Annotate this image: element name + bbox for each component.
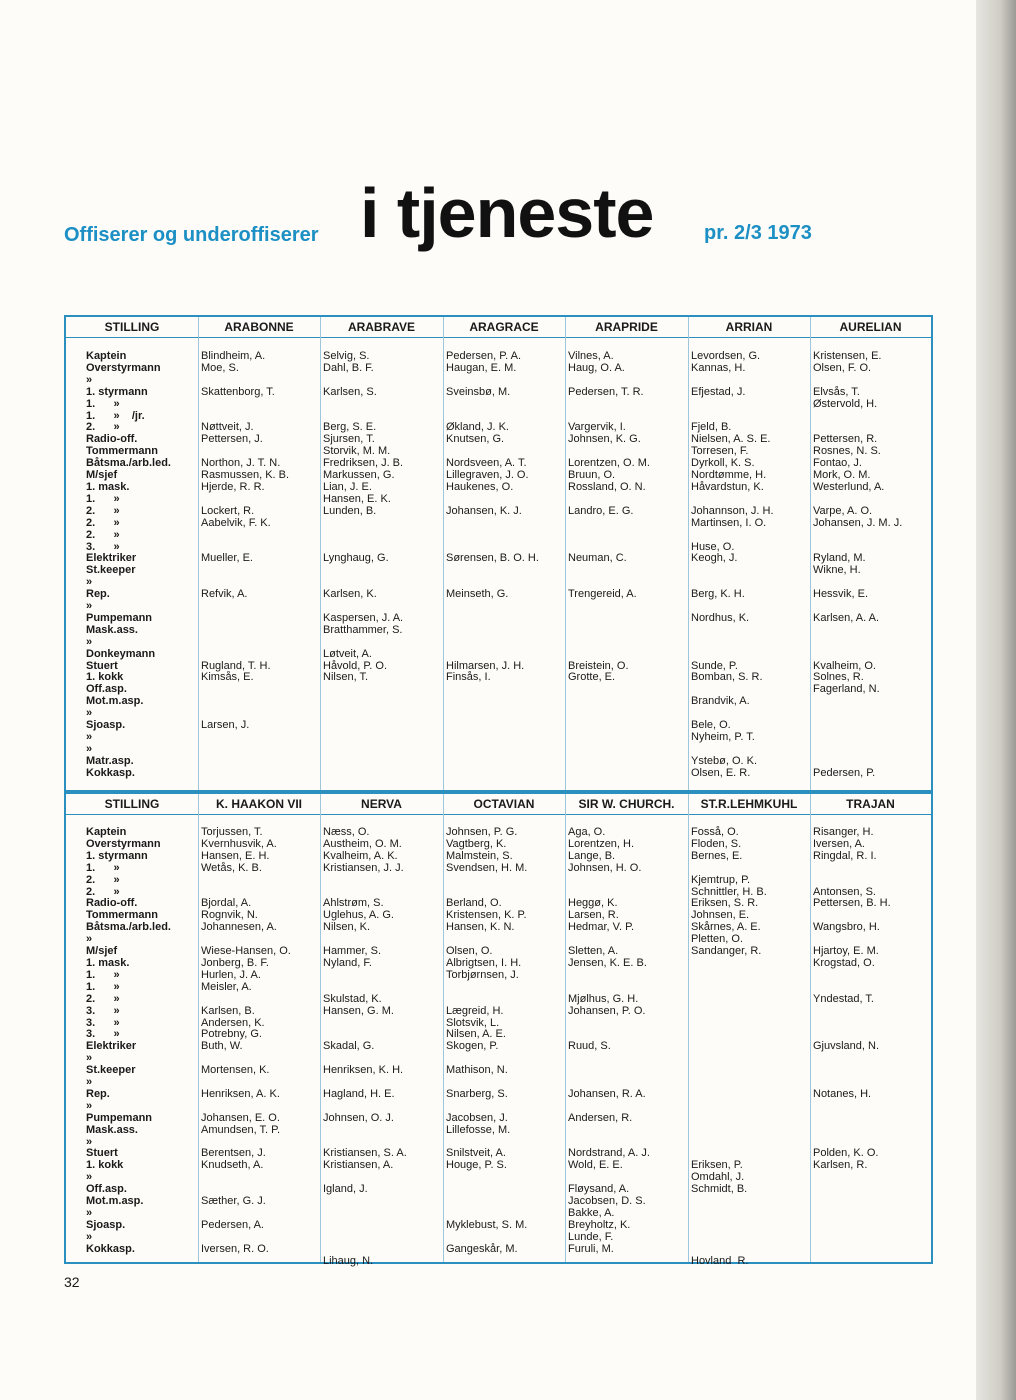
col-header-ship: K. HAAKON VII <box>198 794 320 815</box>
col-header-ship: ARAGRACE <box>443 317 565 338</box>
col-header-ship: ARAPRIDE <box>565 317 688 338</box>
col-header-ship: ARRIAN <box>688 317 810 338</box>
title-prefix: Offiserer og underoffiserer <box>64 224 319 246</box>
col-header-ship: TRAJAN <box>810 794 931 815</box>
crew-column: Fosså, O. Floden, S. Bernes, E. Kjemtrup, P. Schnittler, H. B. Eriksen, S. R. Johnsen, E. Skårnes, A. E. Pletten, O. Sandanger, R. Eriksen, P. Omdahl, J. Schmidt, B. Hovland R. <box>691 826 767 1267</box>
col-header-ship: SIR W. CHURCH. <box>565 794 688 815</box>
page-binding-shadow <box>976 0 1016 1400</box>
column-divider <box>320 794 321 1262</box>
crew-column: Aga, O. Lorentzen, H. Lange, B. Johnsen, H. O. Heggø, K. Larsen, R. Hedmar, V. P. Sletten, A. Jensen, K. E. B. Mjølhus, G. H. Johansen, P. O. Ruud, S. Johansen, R. A. Andersen, R. Nordstrand, A. J. Wold, E. E. Fløysand, A. Jacobsen, D. S. Bakke, A. Breyholtz, K. Lunde, F. Furuli, M. <box>568 826 650 1255</box>
col-header-ship: AURELIAN <box>810 317 931 338</box>
crew-column: Næss, O. Austheim, O. M. Kvalheim, A. K. Kristiansen, J. J. Ahlstrøm, S. Uglehus, A. G. Nilsen, K. Hammer, S. Nyland, F. Skulstad, K. Hansen, G. M. Skadal, G. Henriksen, K. H. Hagland, H. E. Johnsen, O. J. Kristiansen, S. A. Kristiansen, A. Igland, J. Lihaug, N. <box>323 826 407 1267</box>
column-divider <box>810 794 811 1262</box>
column-divider <box>320 317 321 790</box>
crew-column: Johnsen, P. G. Vagtberg, K. Malmstein, S. Svendsen, H. M. Berland, O. Kristensen, K. P. Hansen, K. N. Olsen, O. Albrigtsen, I. H. Torbjørnsen, J. Lægreid, H. Slotsvik, L. Nilsen, A. E. Skogen, P. Mathison, N. Snarberg, S. Jacobsen, J. Lillefosse, M. Snilstveit, A. Houge, P. S. Myklebust, S. M. Gangeskår, M. <box>446 826 528 1255</box>
col-header-ship: ARABRAVE <box>320 317 443 338</box>
column-divider <box>688 794 689 1262</box>
crew-column: Blindheim, A. Moe, S. Skattenborg, T. Nøttveit, J. Pettersen, J. Northon, J. T. N. Rasmussen, K. B. Hjerde, R. R. Lockert, R. Aabelvik, F. K. Mueller, E. Refvik, A. Rugland, T. H. Kimsås, E. Larsen, J. <box>201 350 290 732</box>
column-divider <box>198 317 199 790</box>
column-divider <box>688 317 689 790</box>
title-date: pr. 2/3 1973 <box>704 222 812 244</box>
crew-column: Vilnes, A. Haug, O. A. Pedersen, T. R. Vargervik, I. Johnsen, K. G. Lorentzen, O. M. Bruun, O. Rossland, O. N. Landro, E. G. Neuman, C. Trengereid, A. Breistein, O. Grotte, E. <box>568 350 650 684</box>
col-header-stilling: STILLING <box>66 317 198 338</box>
roster-table-2 <box>64 792 933 1267</box>
col-header-stilling: STILLING <box>66 794 198 815</box>
column-divider <box>443 794 444 1262</box>
column-divider <box>198 794 199 1262</box>
crew-column: Pedersen, P. A. Haugan, E. M. Sveinsbø, M. Økland, J. K. Knutsen, G. Nordsveen, A. T. Lillegraven, J. O. Haukenes, O. Johansen, K. J. Sørensen, B. O. H. Meinseth, G. Hilmarsen, J. H. Finsås, I. <box>446 350 539 684</box>
page-number: 32 <box>64 1274 80 1290</box>
rank-column: Kaptein Overstyrmann » 1. styrmann 1. » 1. » /jr. 2. » Radio-off. Tommermann Båtsma./arb.led. M/sjef 1. mask. 1. » 2. » 2. » 2. » 3. » Elektriker St.keeper » Rep. » Pumpemann Mask.ass. » Donkeymann Stuert 1. kokk Off.asp. Mot.m.asp. » Sjoasp. » » Matr.asp. Kokkasp. <box>86 350 171 779</box>
crew-column: Kristensen, E. Olsen, F. O. Elvsås, T. Østervold, H. Pettersen, R. Rosnes, N. S. Fontao, J. Mork, O. M. Westerlund, A. Varpe, A. O. Johansen, J. M. J. Ryland, M. Wikne, H. Hessvik, E. Karlsen, A. A. Kvalheim, O. Solnes, R. Fagerland, N. Pedersen, P. <box>813 350 903 779</box>
column-divider <box>810 317 811 790</box>
crew-column: Levordsen, G. Kannas, H. Efjestad, J. Fjeld, B. Nielsen, A. S. E. Torresen, F. Dyrkoll, K. S. Nordtømme, H. Håvardstun, K. Johannson, J. H. Martinsen, I. O. Huse, O. Keogh, J. Berg, K. H. Nordhus, K. Sunde, P. Bomban, S. R. Brandvik, A. Bele, O. Nyheim, P. T. Ystebø, O. K. Olsen, E. R. <box>691 350 774 779</box>
crew-column: Risanger, H. Iversen, A. Ringdal, R. I. Antonsen, S. Pettersen, B. H. Wangsbro, H. Hjartoy, E. M. Krogstad, O. Yndestad, T. Gjuvsland, N. Notanes, H. Polden, K. O. Karlsen, R. <box>813 826 891 1172</box>
col-header-ship: NERVA <box>320 794 443 815</box>
page-header <box>64 174 844 252</box>
col-header-ship: ARABONNE <box>198 317 320 338</box>
page-title: i tjeneste <box>360 174 654 252</box>
column-divider <box>565 317 566 790</box>
crew-column: Torjussen, T. Kvernhusvik, A. Hansen, E. H. Wetås, K. B. Bjordal, A. Rognvik, N. Johannesen, A. Wiese-Hansen, O. Jonberg, B. F. Hurlen, J. A. Meisler, A. Karlsen, B. Andersen, K. Potrebny, G. Buth, W. Mortensen, K. Henriksen, A. K. Johansen, E. O. Amundsen, T. P. Berentsen, J. Knudseth, A. Sæther, G. J. Pedersen, A. Iversen, R. O. <box>201 826 291 1255</box>
crew-column: Selvig, S. Dahl, B. F. Karlsen, S. Berg, S. E. Sjursen, T. Storvik, M. M. Fredriksen, J. B. Markussen, G. Lian, J. E. Hansen, E. K. Lunden, B. Lynghaug, G. Karlsen, K. Kaspersen, J. A. Bratthammer, S. Løtveit, A. Håvold, P. O. Nilsen, T. <box>323 350 404 684</box>
column-divider <box>443 317 444 790</box>
col-header-ship: OCTAVIAN <box>443 794 565 815</box>
roster-table-1 <box>64 315 933 792</box>
col-header-ship: ST.R.LEHMKUHL <box>688 794 810 815</box>
column-divider <box>565 794 566 1262</box>
rank-column: Kaptein Overstyrmann 1. styrmann 1. » 2. » 2. » Radio-off. Tommermann Båtsma./arb.led. » M/sjef 1. mask. 1. » 1. » 2. » 3. » 3. » 3. » Elektriker » St.keeper » Rep. » Pumpemann Mask.ass. » Stuert 1. kokk » Off.asp. Mot.m.asp. » Sjoasp. » Kokkasp. <box>86 826 171 1255</box>
